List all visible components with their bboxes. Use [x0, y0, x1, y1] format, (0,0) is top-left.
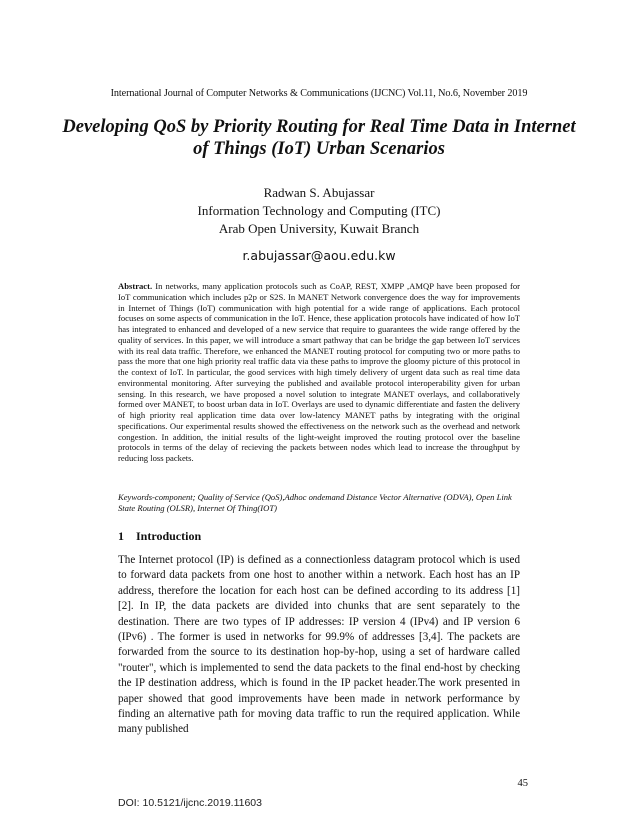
introduction-paragraph: The Internet protocol (IP) is defined as a connectionless datagram protocol which is used to forward data packets from one host to another within a network. Each host has an IP address, therefore the location for each host can be defined according to its address [1] [2]. In IP, the data packets are divided into chunks that are sent separately to the destination. There are two types of IP addresses: IP version 4 (IPv4) and IP version 6 (IPv6) . The former is used in networks for 99.9% of addresses [3,4]. The packets are forwarded from the source to its destination hop-by-hop, using a set of hardware called "router", which is implemented to send the data packets to the final end-host by checking the IP destination address, which is found in the IP packet header.The work presented in paper showed that good improvements have been made in network performance by finding an alternative path for moving data traffic to run the required application. While many published: [118, 554, 520, 736]
author-block: [0, 184, 638, 238]
abstract: [118, 281, 520, 464]
page-number: 45: [517, 778, 528, 789]
keywords: Keywords-component; Quality of Service (QoS),Adhoc ondemand Distance Vector Alternative (ODVA), Open Link State Routing (OLSR), Internet Of Thing(IOT): [118, 492, 512, 513]
doi-footer: DOI: 10.5121/ijcnc.2019.11603: [118, 797, 262, 809]
author-name: Radwan S. Abujassar: [263, 185, 375, 200]
section-title: Introduction: [136, 529, 202, 543]
abstract-text: In networks, many application protocols such as CoAP, REST, XMPP ,AMQP have been proposed for IoT communication which includes p2p or S2S. In MANET Network convergence does the way for improvements in Internet of Things (IoT) communication with high potential for a wide range of applications. Each protocol focuses on some aspects of communication in the IoT. Hence, these application protocols have indicated of how IoT has integrated to enhanced and developed of a new service that require to guarantees the wide range offered by the quality of services. In this paper, we will introduce a smart pathway that can be bridge the gap between IoT services with its real data traffic. Therefore, we enhanced the MANET routing protocol for computing two or more paths to pass the more that one high priority real traffic data via these paths to improve the gloomy picture of this protocol in the context of IoT. In particular, the good services with high timely delivery of urgent data such as real time data environmental monitoring. After surveying the published and available protocol interoperability given for urban sensing. In this research, we have proposed a novel solution to integrate MANET overlays, and collaboratively formed over MANET, to boost urban data in IoT. Overlays are used to dynamic differentiate and fasten the delivery of high priority real application time data over low-latency MANET paths by integrating with the original specifications. Our experimental results showed the effectiveness on the network such as the overhead and network congestion. In addition, the initial results of the light-weight improved the routing protocol over the baseline protocols in terms of the delay of recieving the packets between nodes which lead to increase the throughput by reducing loss packets.: [118, 281, 520, 463]
paper-title: Developing QoS by Priority Routing for Real Time Data in Internet of Things (IoT) Urban Scenarios: [62, 117, 576, 159]
author-email: r.abujassar@aou.edu.kw: [242, 248, 396, 263]
author-department: Information Technology and Computing (ITC): [197, 203, 441, 218]
section-heading: [118, 529, 520, 544]
section-number: 1: [118, 529, 124, 543]
author-affiliation: Arab Open University, Kuwait Branch: [218, 221, 420, 236]
abstract-label: Abstract.: [118, 281, 153, 291]
journal-header: International Journal of Computer Networks & Communications (IJCNC) Vol.11, No.6, November 2019: [110, 88, 528, 99]
